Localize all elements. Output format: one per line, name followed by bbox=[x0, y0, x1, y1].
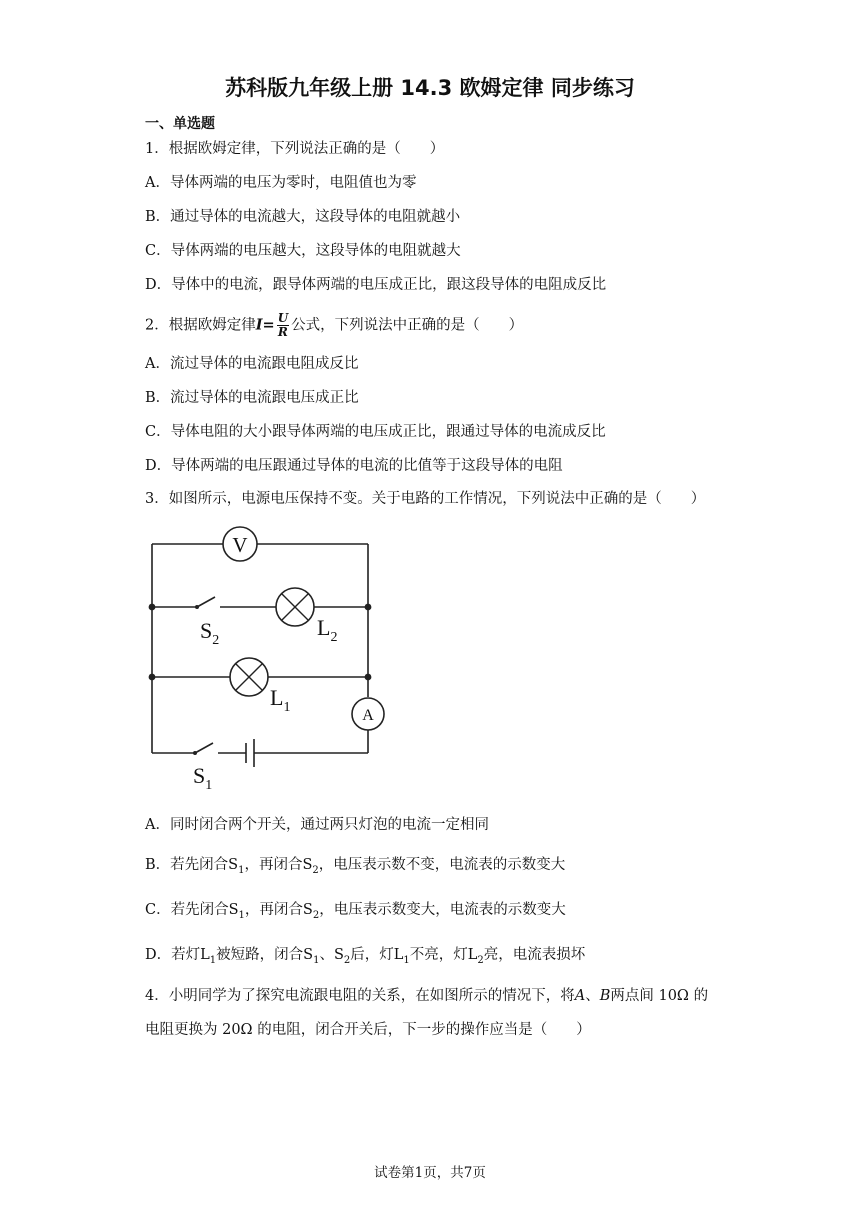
q4-line-1: 4．小明同学为了探究电流跟电阻的关系，在如图所示的情况下，将A、B两点间 10Ω 的 bbox=[145, 988, 709, 1004]
q3-option-d: D．若灯$L_1$被短路，闭合$S_1$、$S_2$后，灯$L_1$不亮，灯$L_2$亮，电流表损坏 bbox=[145, 947, 586, 966]
q1-option-c: C．导体两端的电压越大，这段导体的电阻就越大 bbox=[145, 243, 461, 259]
formula-fraction bbox=[277, 312, 289, 339]
q2-stem-suffix: 公式，下列说法中正确的是（ ） bbox=[291, 317, 524, 334]
lamp-l2-label: $L_2$ bbox=[317, 615, 338, 645]
q2-option-d: D．导体两端的电压跟通过导体的电流的比值等于这段导体的电阻 bbox=[145, 458, 563, 474]
point-b: B bbox=[599, 988, 611, 1004]
q1-stem: 1．根据欧姆定律，下列说法正确的是（ ） bbox=[145, 141, 445, 157]
switch-s2-label: $S_2$ bbox=[200, 618, 220, 648]
q1-option-d: D．导体中的电流，跟导体两端的电压成正比，跟这段导体的电阻成反比 bbox=[145, 277, 607, 293]
lamp-l2-icon bbox=[276, 588, 314, 626]
q2-option-a: A．流过导体的电流跟电阻成反比 bbox=[145, 356, 359, 372]
q2-stem bbox=[145, 312, 523, 339]
q3-option-a: A．同时闭合两个开关，通过两只灯泡的电流一定相同 bbox=[145, 817, 489, 833]
switch-s1-label: $S_1$ bbox=[193, 763, 213, 793]
section-heading: 一、单选题 bbox=[145, 116, 215, 132]
formula-current: I bbox=[255, 316, 263, 334]
page-title: 苏科版九年级上册 14.3 欧姆定律 同步练习 bbox=[225, 76, 635, 100]
q3-stem: 3．如图所示，电源电压保持不变。关于电路的工作情况，下列说法中正确的是（ ） bbox=[145, 491, 706, 507]
formula-equals: = bbox=[262, 316, 275, 334]
voltmeter-label: V bbox=[232, 533, 248, 557]
formula-numerator: U bbox=[277, 311, 289, 325]
page-footer: 试卷第1页，共7页 bbox=[374, 1165, 486, 1181]
q2-option-b: B．流过导体的电流跟电压成正比 bbox=[145, 390, 359, 406]
formula-denominator: R bbox=[277, 325, 288, 339]
q4-line-2: 电阻更换为 20Ω 的电阻，闭合开关后，下一步的操作应当是（ ） bbox=[145, 1022, 591, 1038]
q2-option-c: C．导体电阻的大小跟导体两端的电压成正比，跟通过导体的电流成反比 bbox=[145, 424, 606, 440]
lamp-l1-icon bbox=[230, 658, 268, 696]
ammeter-icon bbox=[352, 698, 384, 730]
q3-option-c: C．若先闭合$S_1$，再闭合$S_2$，电压表示数变大，电流表的示数变大 bbox=[145, 902, 566, 921]
voltmeter-icon bbox=[223, 527, 257, 561]
lamp-l1-label: $L_1$ bbox=[270, 685, 291, 715]
circuit-diagram bbox=[140, 525, 400, 800]
battery-icon bbox=[246, 739, 254, 767]
q1-option-b: B．通过导体的电流越大，这段导体的电阻就越小 bbox=[145, 209, 461, 225]
point-a: A bbox=[574, 988, 586, 1004]
q1-option-a: A．导体两端的电压为零时，电阻值也为零 bbox=[145, 175, 417, 191]
q3-option-b: B．若先闭合$S_1$，再闭合$S_2$，电压表示数不变，电流表的示数变大 bbox=[145, 857, 566, 876]
q2-stem-prefix: 2．根据欧姆定律 bbox=[145, 317, 256, 334]
ammeter-label: A bbox=[362, 707, 374, 724]
